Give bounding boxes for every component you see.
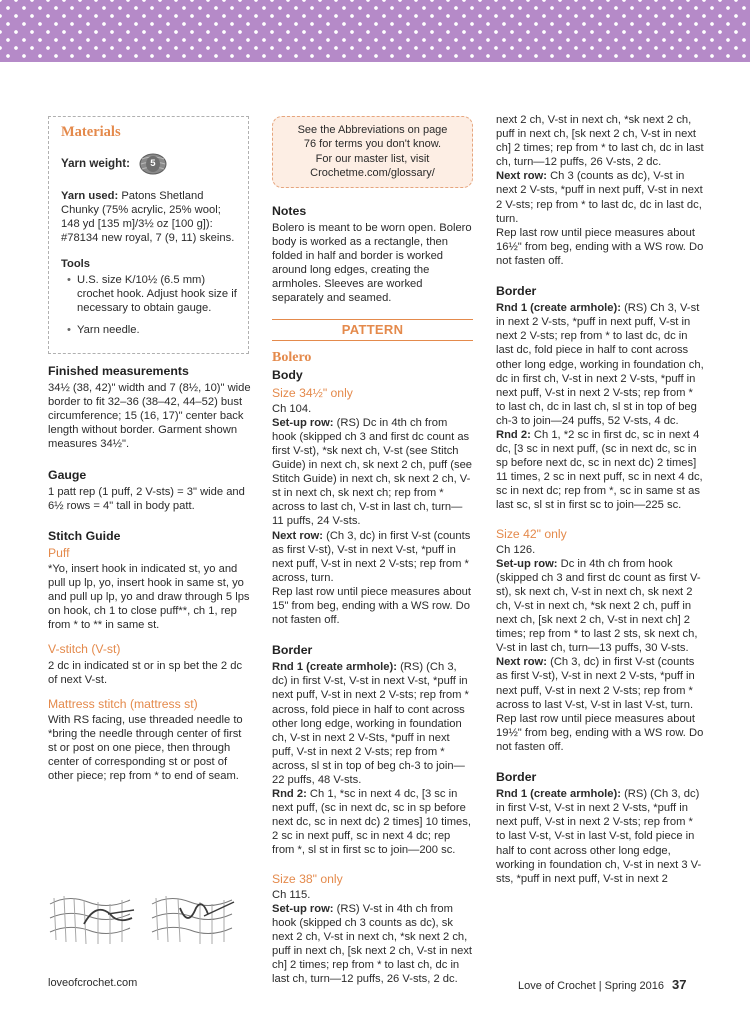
footer-issue: Spring 2016: [604, 980, 664, 992]
finished-text: 34½ (38, 42)" width and 7 (8½, 10)" wide border to fit 32–36 (38–42, 44–52) bust circumference; 15 (16, 17)" center back length without border. Garment shown measures 34½".: [48, 382, 251, 451]
finished-measurements-section: [48, 364, 252, 452]
border-heading: Border: [496, 284, 537, 299]
callout-line: See the Abbreviations on page: [297, 124, 448, 136]
notes-text: Bolero is meant to be worn open. Bolero body is worked as a rectangle, then folded in half and border is worked around long edges, creating the armholes. Sleeves are worked separately and seamed.: [272, 221, 472, 305]
size42-rnd1: [496, 787, 704, 886]
dotted-banner: [0, 0, 750, 62]
size42-next: [496, 655, 704, 711]
border-heading: Border: [496, 770, 537, 785]
next-text: (Ch 3, dc) in first V-st (counts as first V-st), V-st in next 2 V-sts, *puff in next puff, V-st in next 2 V-sts; rep from * across to last V-st, V-st in last V-st, turn.: [496, 656, 695, 711]
gauge-heading: Gauge: [48, 467, 87, 482]
puff-title: Puff: [48, 545, 70, 560]
size34-rep: Rep last row until piece measures about 15" from beg, ending with a WS row. Do not fasten off.: [272, 585, 471, 627]
size34-rnd1: [272, 660, 473, 787]
tool-item: • U.S. size K/10½ (6.5 mm) crochet hook. Adjust hook size if necessary to obtain gauge.: [67, 273, 238, 315]
setup-text-continued: next 2 ch, V-st in next ch, *sk next 2 ch, puff in next ch, [sk next 2 ch, V-st in next ch] 2 times; rep from * to last ch, dc in last ch, turn—12 puffs, 26 V-sts, 2 dc.: [496, 114, 704, 169]
pattern-heading: PATTERN: [272, 319, 473, 341]
size42-setup: [496, 557, 704, 656]
footer-separator: |: [595, 980, 605, 992]
next-label: Next row:: [496, 656, 547, 669]
size38-setup: [272, 902, 473, 987]
yarn-used: [61, 189, 238, 245]
tools-heading: Tools: [61, 258, 91, 271]
setup-text: (RS) Dc in 4th ch from hook (skipped ch 3 and first dc count as first V-st), *sk next ch, V-st (see Stitch Guide) in next ch, sk next 2 ch, puff (see Stitch Guide) in next ch, sk next 2 ch, V-st in next ch, sk next ch; rep from * across to last ch, V-st in last ch, turn—11 puffs, 24 V-sts.: [272, 416, 473, 528]
puff-text: *Yo, insert hook in indicated st, yo and pull up lp, yo, insert hook in same st, yo and pull up lp, yo and draw through 5 lps on hook, ch 1 to close puff**, ch 1, rep from * to ** in same st.: [48, 562, 250, 632]
mattress-title: Mattress stitch (mattress st): [48, 696, 198, 711]
size34-setup: [272, 416, 473, 529]
callout-line: Crochetme.com/glossary/: [310, 167, 435, 180]
tools-list: [61, 273, 238, 337]
size34-ch: Ch 104.: [272, 402, 312, 415]
rnd1-text: (RS) Ch 3, V-st in next 2 V-sts, *puff in next puff, V-st in next 2 V-sts; rep from * to last dc, dc in last dc, fold piece in half to cont across other long edge, working in foundation ch, dc in first ch, V-st in next 2 V-sts, *puff in next puff, V-st in next 2 V-sts; rep from * to last ch, dc in last ch, sl st in top of beg ch-3 to join—24 puffs, 52 V-sts, 4 dc.: [496, 302, 704, 427]
left-column: [48, 116, 252, 795]
gauge-text: 1 patt rep (1 puff, 2 V-sts) = 3" wide and 6½ rows = 4" tall in body patt.: [48, 485, 245, 512]
size38-ch: Ch 115.: [272, 888, 311, 901]
yarn-weight-value: 5: [150, 158, 156, 170]
setup-label: Set-up row:: [272, 416, 334, 429]
size42-title: Size 42" only: [496, 526, 567, 541]
callout-line: 76 for terms you don't know.: [303, 138, 442, 151]
rnd1-label: Rnd 1 (create armhole):: [496, 302, 621, 315]
mattress-text: With RS facing, use threaded needle to *bring the needle through center of first st or post on one piece, then through center of corresponding st or post of other piece; rep from * to end of seam.: [48, 713, 243, 783]
callout-line: For our master list, visit: [315, 152, 430, 165]
body-heading: Body: [272, 368, 303, 383]
size38-title: Size 38" only: [272, 871, 343, 886]
rnd1-label: Rnd 1 (create armhole):: [496, 788, 621, 801]
size34-title: Size 34½" only: [272, 385, 353, 400]
gauge-section: [48, 468, 252, 513]
stitch-guide-section: [48, 529, 252, 784]
setup-label: Set-up row:: [496, 557, 558, 570]
size38-rnd2: [496, 428, 704, 513]
page-number: 37: [671, 977, 687, 992]
rnd2-text: Ch 1, *sc in next 4 dc, [3 sc in next puff, (sc in next dc, sc in sp before next dc, sc in next dc) 2 times] 10 times, 2 sc in next puff, sc in next 4 dc; rep from *, sl st in first sc to join—200 sc.: [272, 788, 471, 857]
setup-text: Dc in 4th ch from hook (skipped ch 3 and first dc count as first V-st), sk next ch, V-st in next ch, sk next 2 ch, V-st in next ch, *sk next 2 ch, puff in next ch, [sk next 2 ch, V-st in next ch] 2 times; rep from * to last 2 sts, sk next ch, V-st in last ch, turn—13 puffs, 30 V-sts.: [496, 557, 701, 655]
notes-section: [272, 204, 473, 306]
setup-label: Set-up row:: [272, 902, 334, 915]
size38-rnd1: [496, 301, 704, 428]
next-text: (Ch 3, dc) in first V-st (counts as first V-st), V-st in next V-st, *puff in next puff, V-st in next 2 V-sts; rep from * across, turn.: [272, 529, 471, 584]
middle-column: [272, 116, 473, 986]
size42-ch: Ch 126.: [496, 543, 536, 556]
yarn-weight-label: Yarn weight:: [61, 157, 130, 171]
vstitch-title: V-stitch (V-st): [48, 642, 121, 657]
bolero-heading: Bolero: [272, 350, 312, 366]
vstitch-text: 2 dc in indicated st or in sp bet the 2 dc of next V-st.: [48, 659, 243, 686]
yarn-skein-icon: [138, 153, 168, 175]
right-column: [496, 113, 704, 886]
rnd1-text: (RS) (Ch 3, dc) in first V-st, V-st in next 2 V-sts, *puff in next puff, V-st in next 2 V-sts; rep from * to last V-st, V-st in last V-st, fold piece in half to cont across other long edge, working in foundation ch, V-st in next 3 V-sts, *puff in next puff, V-st in next 2: [496, 788, 702, 885]
size42-rep: Rep last row until piece measures about 19½" from beg, ending with a WS row. Do not fasten off.: [496, 712, 704, 753]
size34-next: [272, 529, 473, 585]
rnd2-text: Ch 1, *2 sc in first dc, sc in next 4 dc, [3 sc in next puff, (sc in next dc, sc in sp before next dc, sc in next dc) 2 times] 11 times, 2 sc in next puff, sc in next 4 dc, sc in next dc; rep from *, sc in same st as last sc, sl st in first sc to join—225 sc.: [496, 428, 703, 512]
size34-rnd2: [272, 787, 473, 857]
yarn-used-text: Patons Shetland Chunky (75% acrylic, 25% wool; 148 yd [135 m]/3½ oz [100 g]): #78134 new royal, 7 (9, 11) skeins.: [61, 190, 235, 245]
rnd2-label: Rnd 2:: [272, 788, 307, 801]
footer-website: loveofcrochet.com: [48, 977, 138, 989]
size38-continued: [496, 113, 704, 169]
footer-magazine: Love of Crochet: [518, 980, 596, 992]
rnd1-text: (RS) (Ch 3, dc) in first V-st, V-st in next V-st, *puff in next puff, V-st in next 2 V-sts; rep from * across, fold piece in half to cont across other long edge, working in foundation ch, V-st in next 2 V-Sts, *puff in next puff, V-st in next 2 V-sts; rep from * across, sl st in top of beg ch-3 to join—22 puffs, 48 V-sts.: [272, 661, 469, 786]
next-label: Next row:: [272, 529, 323, 542]
next-label: Next row:: [496, 170, 547, 183]
materials-box: [48, 116, 249, 354]
border-heading: Border: [272, 643, 313, 658]
rnd2-label: Rnd 2:: [496, 428, 531, 441]
footer-masthead: [518, 977, 686, 992]
yarn-used-label: Yarn used:: [61, 190, 119, 203]
size38-next: [496, 169, 704, 225]
notes-heading: Notes: [272, 203, 307, 218]
finished-heading: Finished measurements: [48, 363, 189, 378]
tool-item: • Yarn needle.: [67, 323, 238, 337]
rnd1-label: Rnd 1 (create armhole):: [272, 661, 397, 674]
abbreviations-callout: [272, 116, 473, 188]
yarn-weight-row: [61, 153, 238, 175]
size38-rep: Rep last row until piece measures about 16½" from beg, ending with a WS row. Do not fasten off.: [496, 226, 704, 267]
mattress-stitch-illustration: [48, 884, 236, 948]
next-text: Ch 3 (counts as dc), V-st in next 2 V-sts, *puff in next puff, V-st in next 2 V-sts; rep from * to last dc, dc in last dc, turn.: [496, 170, 703, 225]
materials-title: Materials: [61, 124, 121, 140]
stitch-guide-heading: Stitch Guide: [48, 528, 121, 543]
setup-text: (RS) V-st in 4th ch from hook (skipped ch 3 counts as dc), sk next 2 ch, V-st in next ch, *sk next 2 ch, puff in next ch, [sk next 2 ch, V-st in next ch] 2 times; rep from * to last ch, dc in last ch, turn—12 puffs, 26 V-sts, 2 dc.: [272, 902, 473, 986]
